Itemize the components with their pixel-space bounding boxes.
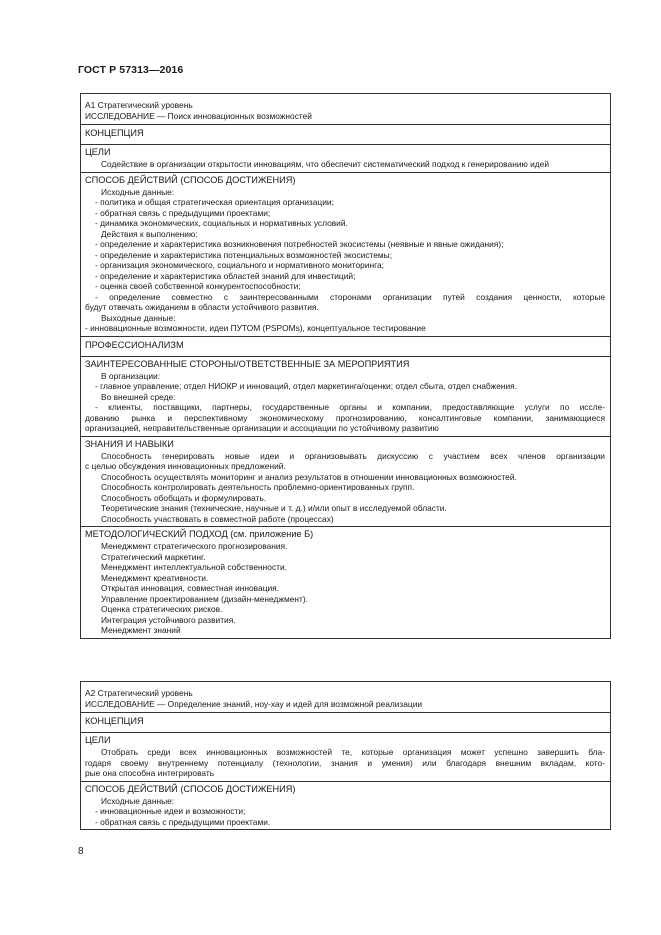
a1-skills-heading: ЗНАНИЯ И НАВЫКИ <box>85 438 174 449</box>
a1-approach-section <box>81 527 610 638</box>
a2-goals-line: рые она способна интегрировать <box>85 768 215 778</box>
a1-outputs-label: Выходные данные: <box>101 312 176 323</box>
list-item: Менеджмент интеллектуальной собственности. <box>101 562 287 572</box>
list-item: - определение и характеристика потенциальных возможностей экосистемы; <box>95 249 393 260</box>
list-item: - инновационные идеи и возможности; <box>95 806 246 816</box>
list-item: Интеграция устойчивого развития. <box>101 614 236 625</box>
a1-stakeholders-section <box>81 357 610 437</box>
a1-goals-text: Содействие в организации открытости инновациям, что обеспечит систематический подход к генерированию идей <box>101 159 550 169</box>
list-item: Способность участвовать в совместной работе (процессах) <box>101 513 334 524</box>
list-item: Открытая инновация, совместная инновация. <box>101 583 280 593</box>
a1-professionalism-heading: ПРОФЕССИОНАЛИЗМ <box>85 339 184 350</box>
list-item: Управление проектированием (дизайн-менеджмент). <box>101 593 308 604</box>
a1-method-heading: СПОСОБ ДЕЙСТВИЙ (СПОСОБ ДОСТИЖЕНИЯ) <box>85 174 296 185</box>
a2-goals-line: Отобрать среди всех инновационных возможностей те, которые организация может успешно завершить бла- <box>101 747 605 757</box>
list-item: Теоретические знания (технические, научные и т. д.) и/или опыт в исследуемой области. <box>101 503 447 513</box>
a2-method-heading: СПОСОБ ДЕЙСТВИЙ (СПОСОБ ДОСТИЖЕНИЯ) <box>85 783 296 794</box>
a1-outputs-text: - инновационные возможности, идеи ПУТОМ (PSPOMs), концептуальное тестирование <box>85 323 426 333</box>
list-item: Способность осуществлять мониторинг и анализ результатов в отношении инновационных возможностей. <box>101 471 517 482</box>
a2-concept-heading: КОНЦЕПЦИЯ <box>85 716 144 726</box>
document-header: ГОСТ Р 57313—2016 <box>78 64 184 76</box>
a2-inputs-label: Исходные данные: <box>101 795 175 806</box>
list-item: - динамика экономических, социальных и нормативных условий. <box>95 218 348 228</box>
a2-level: А2 Стратегический уровень <box>85 688 193 698</box>
list-item: - обратная связь с предыдущими проектами; <box>95 207 271 218</box>
list-item: - главное управление; отдел НИОКР и инноваций, отдел маркетинга/оценки; отдел сбыта, отдел снабжения. <box>95 381 518 391</box>
list-item: - политика и общая стратегическая ориентация организации; <box>95 197 334 207</box>
list-item: Менеджмент стратегического прогнозирования. <box>101 541 288 551</box>
a1-intro-section <box>81 94 610 125</box>
list-item: Оценка стратегических рисков. <box>101 604 223 614</box>
a1-outside-label: Во внешней среде: <box>101 391 176 402</box>
a1-method-section <box>81 173 610 337</box>
a1-goals-section <box>81 145 610 173</box>
a1-level: А1 Стратегический уровень <box>85 100 193 110</box>
list-item-continuation: организацией, неправительственные организации и ассоциации по устойчивому развитию <box>85 423 439 433</box>
a1-goals-heading: ЦЕЛИ <box>85 147 111 157</box>
a2-research: ИССЛЕДОВАНИЕ — Определение знаний, ноу-хау и идей для возможной реализации <box>85 698 423 709</box>
table-a1 <box>80 93 611 639</box>
a1-professionalism-section <box>81 337 610 357</box>
a2-goals-section <box>81 733 610 782</box>
list-item: - определение и характеристика возникновения потребностей экосистемы (неявные и явные ожидания); <box>95 239 504 249</box>
list-item: - организация экономического, социального и нормативного мониторинга; <box>95 260 384 270</box>
list-item: Способность генерировать новые идеи и организовывать дискуссию с участием всех членов организации <box>101 450 605 461</box>
list-item-continuation: будут отвечать ожиданиям в области устойчивого развития. <box>85 302 319 312</box>
list-item: Способность контролировать деятельность проблемно-ориентированных групп. <box>101 482 415 492</box>
list-item: Менеджмент знаний <box>101 625 181 635</box>
a1-approach-heading: МЕТОДОЛОГИЧЕСКИЙ ПОДХОД (см. приложение Б) <box>85 529 314 539</box>
list-item-continuation: дованию рынка и перспективному экономическому прогнозированию, консалтинговые компании, занимающиеся <box>85 412 605 423</box>
list-item: - определение и характеристика областей знаний для инвестиций; <box>95 270 356 281</box>
a2-goals-line: годаря своему внутреннему потенциалу (технологии, знания и умения) или благодаря внешним вкладам, кото- <box>85 757 605 768</box>
a2-concept-section <box>81 713 610 733</box>
a1-stakeholders-heading: ЗАИНТЕРЕСОВАННЫЕ СТОРОНЫ/ОТВЕТСТВЕННЫЕ ЗА МЕРОПРИЯТИЯ <box>85 358 410 369</box>
page-number: 8 <box>78 846 84 857</box>
a1-research: ИССЛЕДОВАНИЕ — Поиск инновационных возможностей <box>85 110 312 121</box>
a1-concept-section <box>81 125 610 145</box>
list-item: - обратная связь с предыдущими проектами. <box>95 816 271 827</box>
list-item: - клиенты, поставщики, партнеры, государственные органы и компании, предоставляющие услуги по иссле- <box>95 402 605 412</box>
a2-method-section <box>81 782 610 830</box>
list-item: Стратегический маркетинг. <box>101 551 206 562</box>
a1-in-org-label: В организации: <box>101 370 161 381</box>
list-item-continuation: с целью обсуждения инновационных предложений. <box>85 461 286 471</box>
a1-skills-section <box>81 437 610 528</box>
table-a2 <box>80 681 611 830</box>
a2-goals-heading: ЦЕЛИ <box>85 735 111 745</box>
a1-concept-heading: КОНЦЕПЦИЯ <box>85 128 144 138</box>
list-item: Менеджмент креативности. <box>101 572 209 583</box>
a2-intro-section <box>81 682 610 713</box>
a1-actions-label: Действия к выполнению: <box>101 228 198 239</box>
list-item: - оценка своей собственной конкурентоспособности; <box>95 281 301 291</box>
a1-inputs-label: Исходные данные: <box>101 186 175 197</box>
list-item: Способность обобщать и формулировать. <box>101 492 267 503</box>
list-item: - определение совместно с заинтересованными сторонами организации путей создания ценности, которые <box>95 291 605 302</box>
